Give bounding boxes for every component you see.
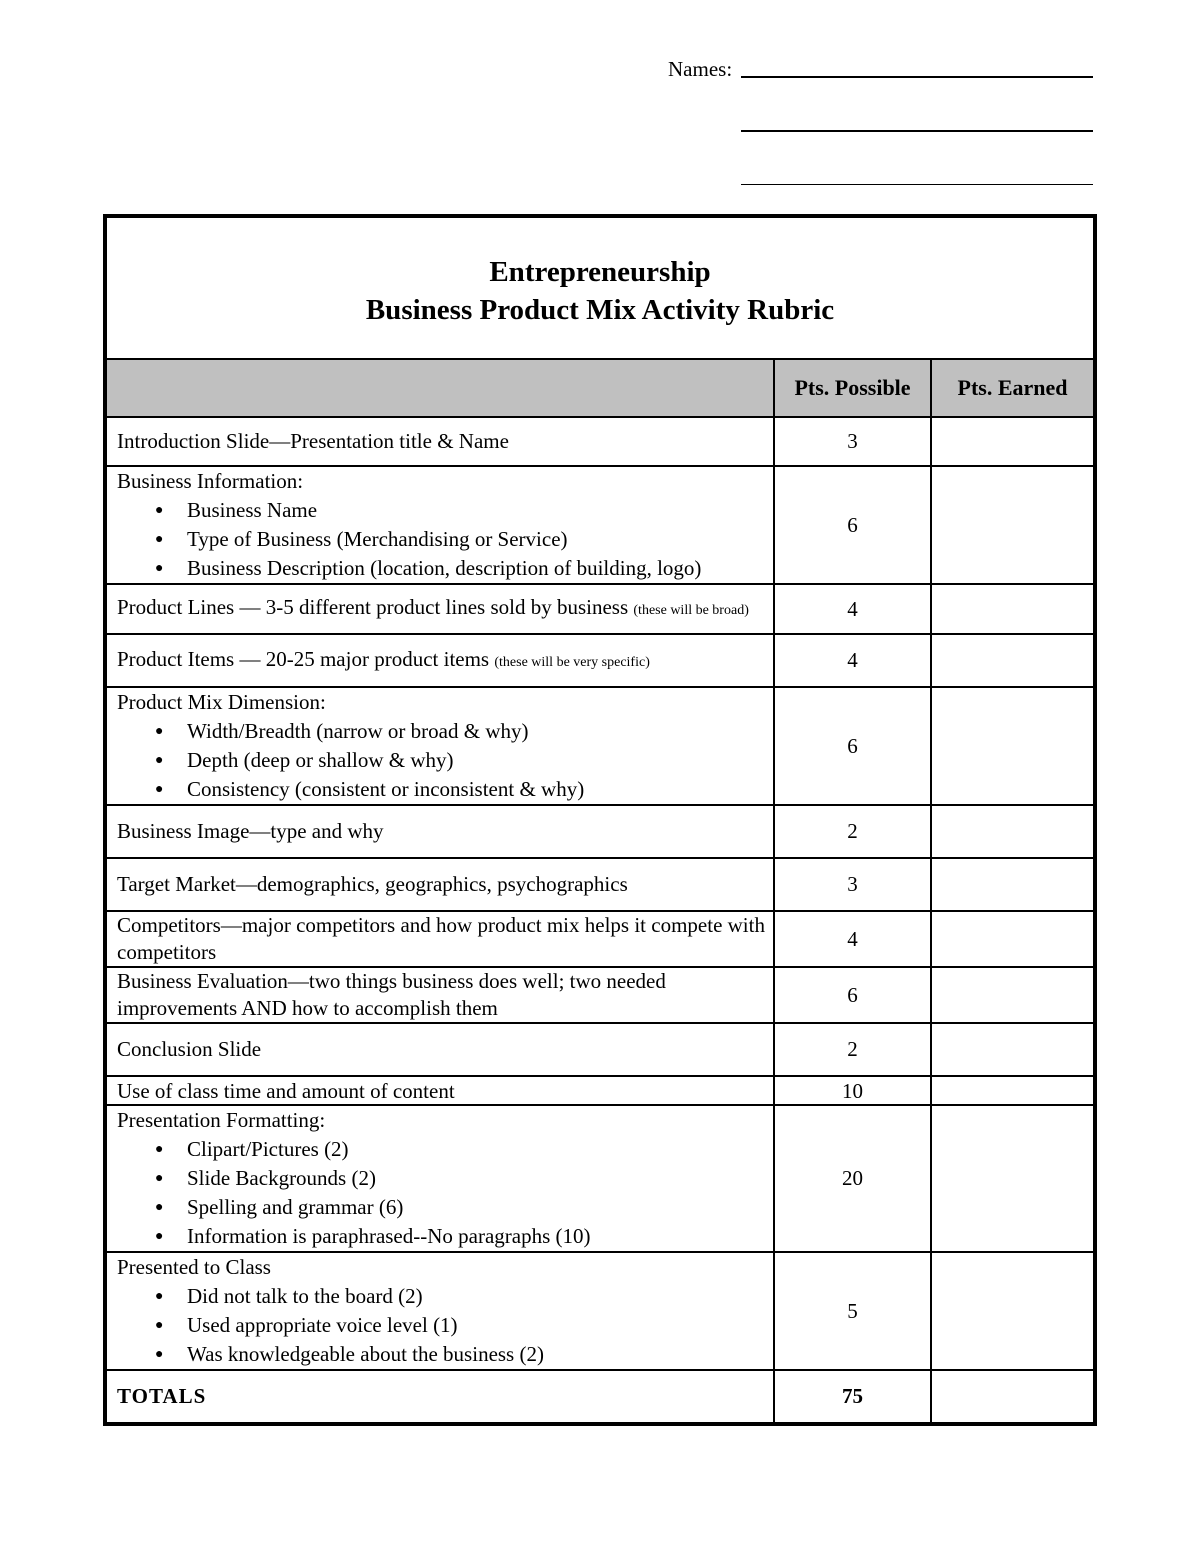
points-possible: 2 [774, 1023, 931, 1076]
points-possible: 4 [774, 584, 931, 634]
points-earned-cell[interactable] [931, 417, 1095, 466]
bullet-item: ● Business Description (location, description of building, logo) [187, 554, 773, 583]
criteria-text: Conclusion Slide [117, 1037, 262, 1061]
bullet-item: ● Depth (deep or shallow & why) [187, 746, 773, 775]
bullet-item: ● Information is paraphrased--No paragraphs (10) [187, 1222, 773, 1251]
criteria-text: Presentation Formatting: [117, 1108, 326, 1132]
bullet-item: ● Clipart/Pictures (2) [187, 1135, 773, 1164]
criteria-cell [105, 858, 774, 911]
points-earned-cell[interactable] [931, 1023, 1095, 1076]
bullet-item: ● Slide Backgrounds (2) [187, 1164, 773, 1193]
criteria-cell [105, 634, 774, 687]
bullet-item: ● Used appropriate voice level (1) [187, 1311, 773, 1340]
points-earned-cell[interactable] [931, 858, 1095, 911]
bullet-item: ● Consistency (consistent or inconsistent & why) [187, 775, 773, 804]
bullet-item: ● Was knowledgeable about the business (2) [187, 1340, 773, 1369]
criteria-bullets [117, 717, 773, 804]
title-row [105, 216, 1095, 359]
points-possible: 3 [774, 417, 931, 466]
points-possible: 5 [774, 1252, 931, 1370]
totals-points-earned-cell[interactable] [931, 1370, 1095, 1424]
points-possible: 4 [774, 634, 931, 687]
criteria-text: Business Evaluation—two things business does well; two needed improvements AND how to accomplish them [117, 969, 666, 1020]
criteria-note: (these will be very specific) [494, 654, 650, 670]
points-possible: 4 [774, 911, 931, 967]
table-row [105, 1076, 1095, 1105]
table-row [105, 911, 1095, 967]
points-possible: 6 [774, 466, 931, 584]
criteria-text: Use of class time and amount of content [117, 1078, 455, 1103]
totals-row [105, 1370, 1095, 1424]
bullet-item: ● Business Name [187, 496, 773, 525]
points-earned-cell[interactable] [931, 634, 1095, 687]
table-row [105, 1105, 1095, 1252]
names-label: Names: [668, 57, 733, 81]
header-pts-possible: Pts. Possible [774, 359, 931, 417]
name-line-3[interactable] [741, 184, 1093, 185]
table-row [105, 1023, 1095, 1076]
points-possible: 3 [774, 858, 931, 911]
totals-points-possible: 75 [774, 1370, 931, 1424]
points-earned-cell[interactable] [931, 967, 1095, 1023]
bullet-item: ● Width/Breadth (narrow or broad & why) [187, 717, 773, 746]
points-earned-cell[interactable] [931, 687, 1095, 805]
criteria-cell [105, 1252, 774, 1370]
criteria-cell [105, 417, 774, 466]
table-row [105, 417, 1095, 466]
table-row [105, 466, 1095, 584]
criteria-note: (these will be broad) [633, 603, 749, 618]
criteria-text: Target Market—demographics, geographics, psychographics [117, 872, 628, 896]
criteria-cell [105, 466, 774, 584]
table-row [105, 687, 1095, 805]
criteria-cell [105, 1076, 774, 1105]
bullet-item: ● Did not talk to the board (2) [187, 1282, 773, 1311]
points-earned-cell[interactable] [931, 584, 1095, 634]
criteria-cell [105, 584, 774, 634]
table-row [105, 967, 1095, 1023]
header-criteria [105, 359, 774, 417]
points-earned-cell[interactable] [931, 1105, 1095, 1252]
criteria-text: Competitors—major competitors and how product mix helps it compete with competitors [117, 913, 765, 964]
points-earned-cell[interactable] [931, 1076, 1095, 1105]
points-possible: 2 [774, 805, 931, 858]
table-row [105, 634, 1095, 687]
rubric-title [105, 216, 1095, 359]
points-possible: 6 [774, 687, 931, 805]
name-line-2[interactable] [741, 130, 1093, 132]
criteria-cell [105, 805, 774, 858]
title-line-1: Entrepreneurship [489, 256, 711, 288]
points-possible: 6 [774, 967, 931, 1023]
table-row [105, 805, 1095, 858]
table-row [105, 858, 1095, 911]
header-pts-earned: Pts. Earned [931, 359, 1095, 417]
criteria-cell [105, 687, 774, 805]
criteria-bullets [117, 1282, 773, 1369]
bullet-item: ● Spelling and grammar (6) [187, 1193, 773, 1222]
criteria-cell [105, 967, 774, 1023]
points-earned-cell[interactable] [931, 466, 1095, 584]
criteria-text: Business Image—type and why [117, 819, 384, 843]
rubric-table [103, 214, 1097, 1426]
name-line-1[interactable] [741, 76, 1093, 78]
criteria-cell [105, 911, 774, 967]
criteria-text: Introduction Slide—Presentation title & Name [117, 429, 509, 453]
table-row [105, 1252, 1095, 1370]
criteria-bullets [117, 1135, 773, 1251]
criteria-text: Presented to Class [117, 1255, 271, 1279]
points-earned-cell[interactable] [931, 911, 1095, 967]
bullet-item: ● Type of Business (Merchandising or Service) [187, 525, 773, 554]
title-line-2: Business Product Mix Activity Rubric [365, 294, 835, 326]
header-row [105, 359, 1095, 417]
points-earned-cell[interactable] [931, 1252, 1095, 1370]
points-possible: 10 [774, 1076, 931, 1105]
table-row [105, 584, 1095, 634]
criteria-text: Business Information: [117, 469, 304, 493]
points-possible: 20 [774, 1105, 931, 1252]
names-block [668, 55, 1098, 195]
points-earned-cell[interactable] [931, 805, 1095, 858]
criteria-text: Product Lines — 3-5 different product lines sold by business [117, 595, 634, 619]
criteria-text: Product Mix Dimension: [117, 690, 326, 714]
criteria-bullets [117, 496, 773, 583]
totals-label: TOTALS [105, 1370, 774, 1424]
criteria-text: Product Items — 20-25 major product items [117, 646, 495, 671]
criteria-cell [105, 1023, 774, 1076]
criteria-cell [105, 1105, 774, 1252]
